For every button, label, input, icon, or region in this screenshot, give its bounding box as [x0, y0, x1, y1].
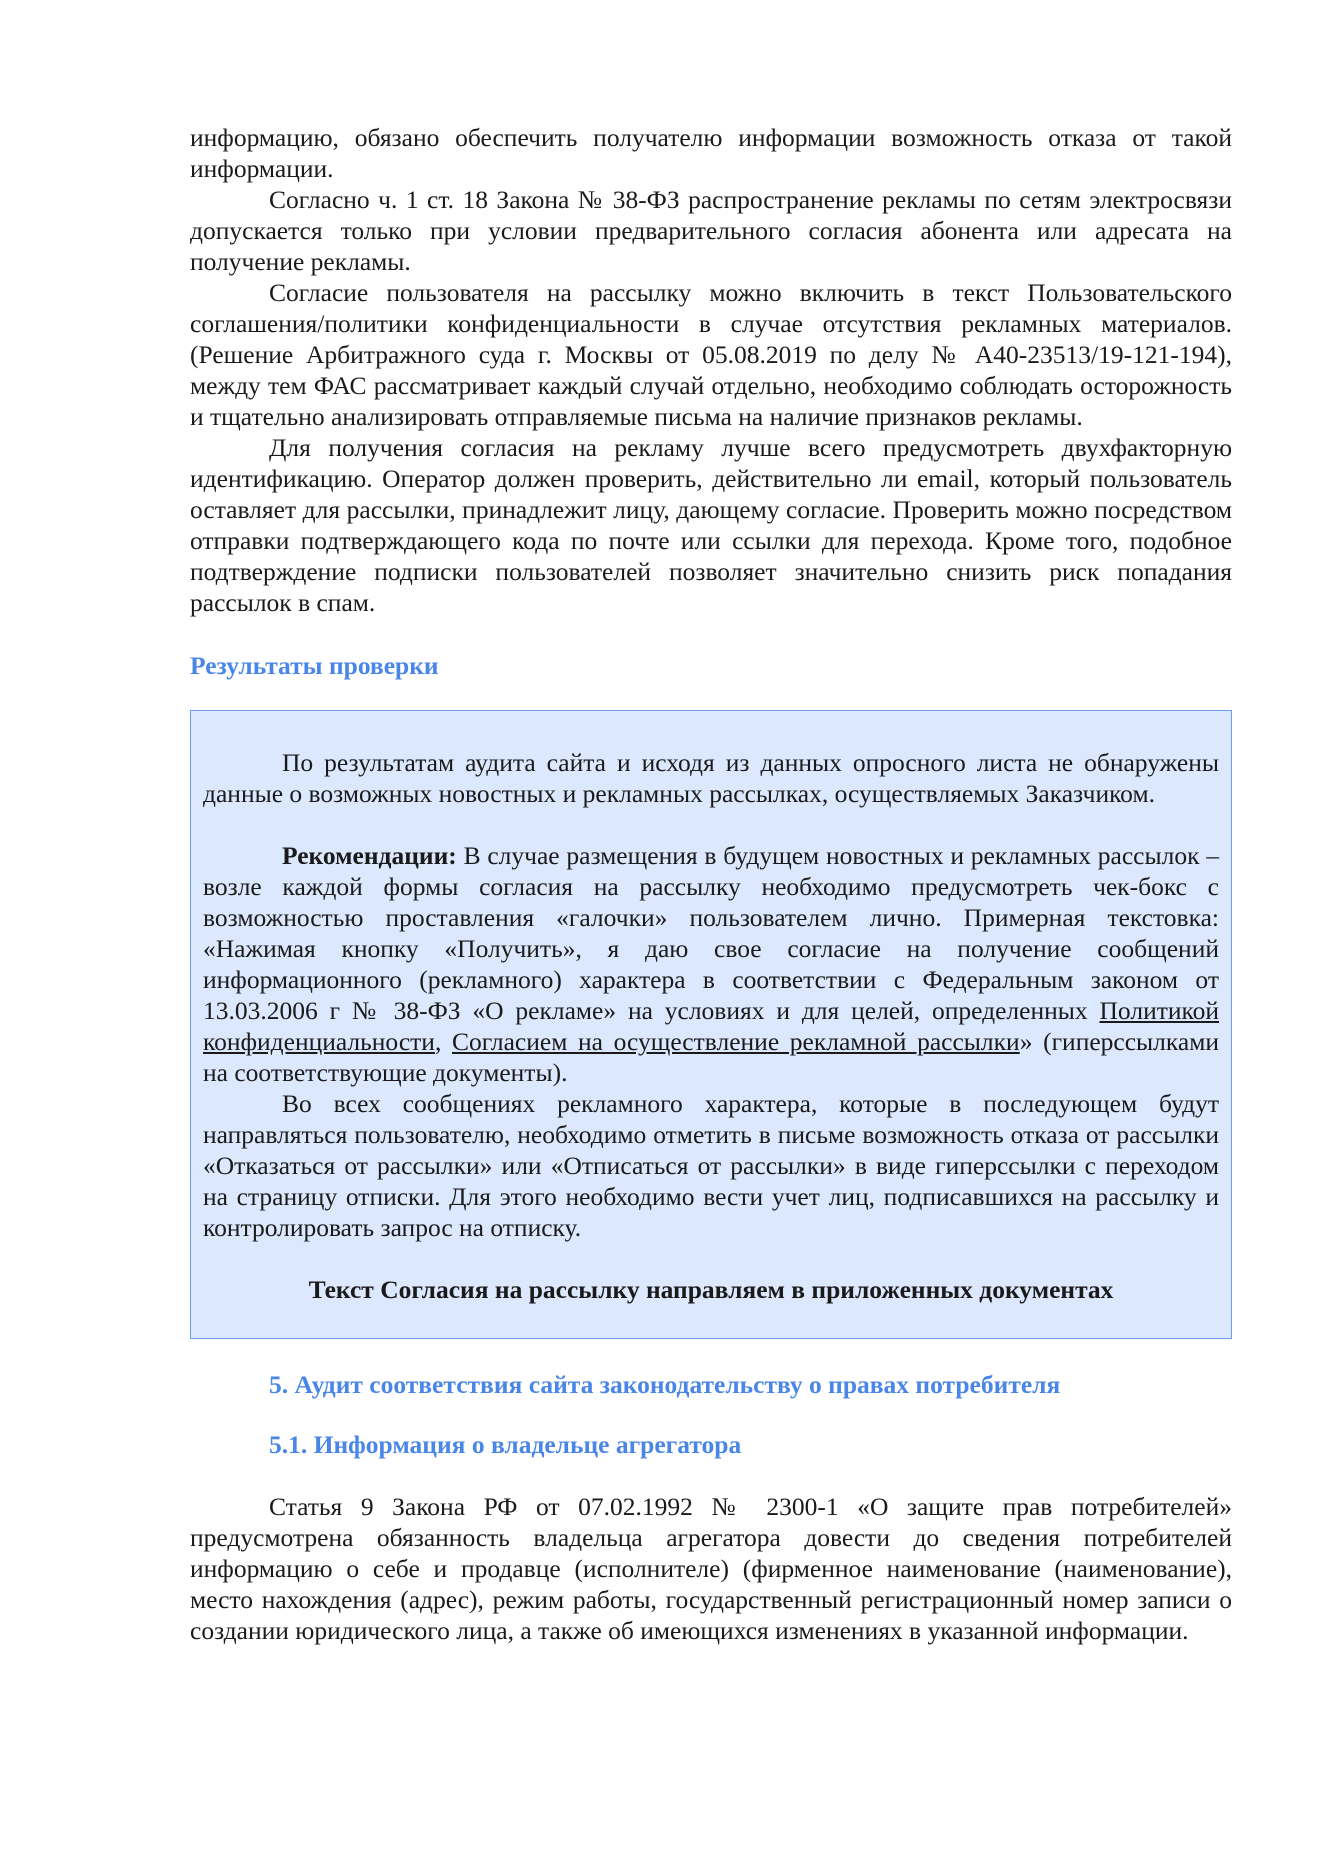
privacy-policy-link[interactable]: Политикой конфиденциальности [203, 996, 1219, 1056]
callout-recommendations [203, 840, 1219, 1088]
callout-unsubscribe: Во всех сообщениях рекламного характера, которые в последующем будут направляться пользователю, необходимо отметить в письме возможность отказа от рассылки «Отказаться от рассылки» или «Отписаться от рассылки» в виде гиперссылки с переходом на страницу отписки. Для этого необходимо вести учет лиц, подписавшихся на рассылку и контролировать запрос на отписку. [203, 1089, 1219, 1242]
paragraph-user-agreement: Согласие пользователя на рассылку можно включить в текст Пользовательского соглашения/политики конфиденциальности в случае отсутствия рекламных материалов. (Решение Арбитражного суда г. Москвы от 05.08.2019 по делу № А40-23513/19-121-194), между тем ФАС рассматривает каждый случай отдельно, необходимо соблюдать осторожность и тщательно анализировать отправляемые письма на наличие признаков рекламы. [190, 278, 1232, 431]
recommendations-label: Рекомендации: [282, 841, 457, 870]
recommendations-separator: , [434, 1027, 452, 1056]
section-5-heading: 5. Аудит соответствия сайта законодательству о правах потребителя [269, 1370, 1061, 1399]
callout-attachment-note: Текст Согласия на рассылку направляем в приложенных документах [308, 1275, 1114, 1304]
paragraph-article-9: Статья 9 Закона РФ от 07.02.1992 № 2300-1 «О защите прав потребителей» предусмотрена обязанность владельца агрегатора довести до сведения потребителей информацию о себе и продавце (исполнителе) (фирменное наименование (наименование), место нахождения (адрес), режим работы, государственный регистрационный номер записи о создании юридического лица, а также об имеющихся изменениях в указанной информации. [190, 1492, 1232, 1645]
results-callout-box [190, 710, 1232, 1339]
document-page [190, 122, 1232, 1646]
section-5-1-heading: 5.1. Информация о владельце агрегатора [269, 1430, 742, 1459]
paragraph-refusal-continuation: информацию, обязано обеспечить получателю информации возможность отказа от такой информации. [190, 123, 1232, 183]
recommendations-text-end: » (гиперссылками на соответствующие документы). [203, 1027, 1220, 1087]
paragraph-two-factor: Для получения согласия на рекламу лучше всего предусмотреть двухфакторную идентификацию. Оператор должен проверить, действительно ли email, который пользователь оставляет для рассылки, принадлежит лицу, дающему согласие. Проверить можно посредством отправки подтверждающего кода по почте или ссылки для перехода. Кроме того, подобное подтверждение подписки пользователей позволяет значительно снизить риск попадания рассылок в спам. [190, 433, 1232, 617]
consent-link[interactable]: Согласием на осуществление рекламной рассылки [451, 1027, 1020, 1056]
paragraph-law-38fz: Согласно ч. 1 ст. 18 Закона № 38-ФЗ распространение рекламы по сетям электросвязи допускается только при условии предварительного согласия абонента или адресата на получение рекламы. [190, 185, 1232, 276]
results-heading: Результаты проверки [190, 651, 439, 680]
recommendations-text: В случае размещения в будущем новостных и рекламных рассылок – возле каждой формы согласия на рассылку необходимо предусмотреть чек-бокс с возможностью проставления «галочки» пользователем лично. Примерная текстовка: «Нажимая кнопку «Получить», я даю свое согласие на получение сообщений информационного (рекламного) характера в соответствии с Федеральным законом от 13.03.2006 г № 38-ФЗ «О рекламе» на условиях и для целей, определенных [203, 841, 1219, 1025]
callout-finding: По результатам аудита сайта и исходя из данных опросного листа не обнаружены данные о возможных новостных и рекламных рассылках, осуществляемых Заказчиком. [203, 748, 1219, 808]
